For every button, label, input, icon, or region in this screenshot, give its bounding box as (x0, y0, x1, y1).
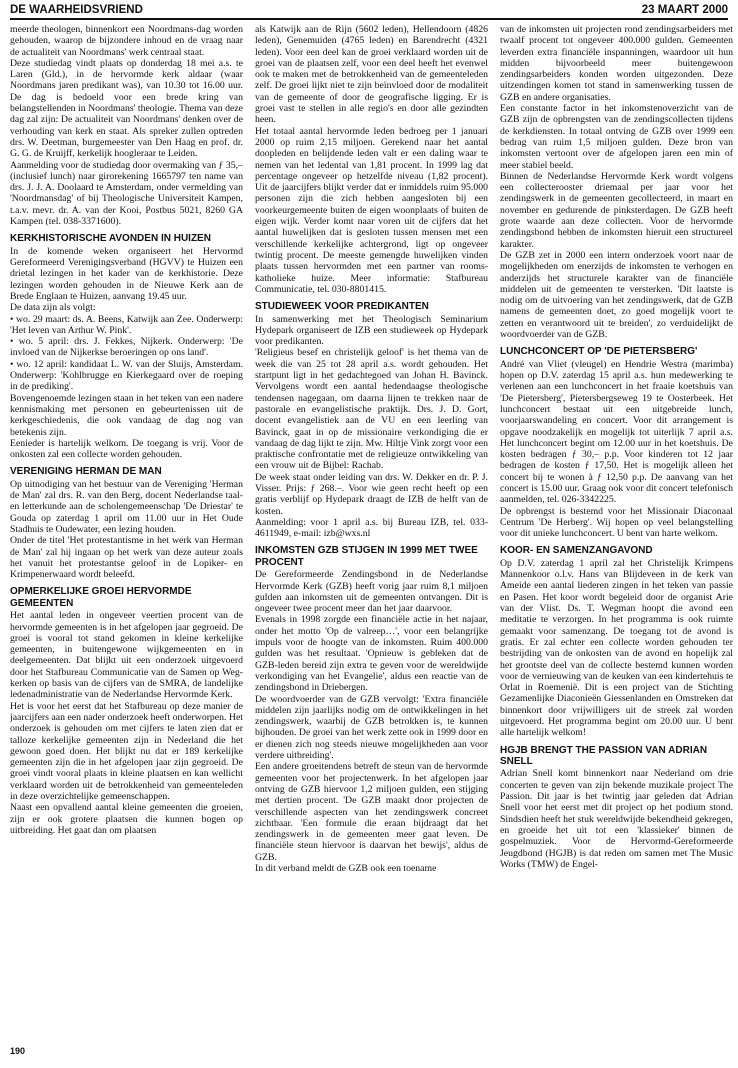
issue-date: 23 MAART 2000 (641, 4, 728, 16)
column-3 (500, 24, 733, 1050)
column-1 (10, 24, 243, 1050)
article-heading: HGJB BRENGT THE PASSION VAN ADRIAN SNELL (500, 744, 708, 768)
column-2 (255, 24, 488, 1050)
article-heading: KERKHISTORISCHE AVONDEN IN HUIZEN (10, 233, 211, 245)
paragraph: In de komende weken organiseert het Hervormd Gereformeerd Verenigingsverband (HGVV) te Huizen een drietal lezingen in het kader van de kerkhistorie. Deze lezingen worden gehouden in de Nieuwe Kerk aan de Brede Englaan te Huizen, aanvang 19.45 uur. (10, 245, 243, 302)
paragraph: De opbrengst is bestemd voor het Missionair Diaconaal Centrum 'De Herberg'. Wij hopen op veel belangstelling voor dit unieke lunchconcert. U bent van harte welkom. (500, 505, 733, 540)
paragraph: Het aantal leden in ongeveer veertien procent van de hervormde gemeenten is in het afgelopen jaar gegroeid. De groei is vooral tot stand gekomen in kleine kerkelijke gemeenten, in buitengewone wijkgemeenten en in deelgemeenten. Dat blijkt uit een onderzoek uitgevoerd door het Stafbureau Communicatie van de Samen op Weg-kerken op basis van de cijfers van de SMRA, de landelijke ledenadministratie van de Nederlandse Hervormde Kerk. (10, 610, 243, 701)
publication-title: DE WAARHEIDSVRIEND (10, 4, 143, 16)
paragraph: Een constante factor in het inkomstenoverzicht van de GZB zijn de opbrengsten van de zendingscollecten tijdens de kerkdiensten. In totaal ontving de GZB over 1999 een bedrag van ruim 1,5 miljoen gulden. Deze bron van inkomsten vertoont over de afgelopen jaren een min of meer stabiel beeld. (500, 103, 733, 171)
article-heading: VERENIGING HERMAN DE MAN (10, 466, 162, 478)
paragraph: De data zijn als volgt: (10, 302, 96, 314)
paragraph: Op uitnodiging van het bestuur van de Vereniging 'Herman de Man' zal drs. R. van den Berg, docent Nederlandse taal- en letterkunde aan de scholengemeenschap 'De Driestar' te Gouda op zaterdag 1 april om 11.00 uur in Het Oude Stadhuis te Oudewater, een lezing houden. (10, 478, 243, 535)
paragraph: Evenals in 1998 zorgde een financiële actie in het najaar, onder het motto 'Op de valreep…', voor een belangrijke impuls voor de hoogte van de inkomsten. Ruim 400.000 gulden was het resultaat. 'Opnieuw is gebleken dat de GZB-leden bereid zijn extra te geven voor de wereldwijde verkondiging van het Evangelie', aldus een reactie van de zendingsbond in Driebergen. (255, 614, 488, 694)
paragraph: Bovengenoemde lezingen staan in het teken van een nadere kennismaking met personen en gebeurtenissen uit de kerkgeschiedenis, die ook vandaag de dag nog van betekenis zijn. (10, 392, 243, 438)
paragraph: André van Vliet (vleugel) en Hendrie Westra (marimba) hopen op D.V. zaterdag 15 april a.s. hun medewerking te verlenen aan een lunchconcert in het fraaie koetshuis van 'De Pietersberg', Pietersbergseweg 19 te Oosterbeek. Het lunchconcert bestaat uit een uitgebreide lunch, voorjaarswandeling en concert. Voor dit arrangement is opgave noodzakelijk en mogelijk tot uiterlijk 7 april a.s. Het lunchconcert begint om 12.00 uur in het koetshuis. De kosten bedragen ƒ 30,– p.p. Voor kinderen tot 12 jaar bedragen de kosten ƒ 17,50. Het is mogelijk alleen het concert bij te wonen à ƒ 12,50 p.p. De aanvang van het concert is 15.00 uur. Graag ook voor dit concert telefonisch aanmelden, tel. 026-3342225. (500, 358, 733, 506)
article-heading: LUNCHCONCERT OP 'DE PIETERSBERG' (500, 346, 698, 358)
paragraph: Aanmelding voor de studiedag door overmaking van ƒ 35,– (inclusief lunch) naar girorekening 1665797 ten name van drs. J. J. A. Doolaard te Amsterdam, onder vermelding van 'Noordmansdag' of bij Theologische Universiteit Kampen, t.a.v. mevr. dr. A. van der Kooi, Postbus 5021, 8260 GA Kampen (tel. 038-3371600). (10, 159, 243, 228)
paragraph: Op D.V. zaterdag 1 april zal het Christelijk Krimpens Mannenkoor o.l.v. Hans van Blijdeveen in de kerk van Ameide een aantal liederen zingen in het teken van passie en Pasen. Het koor wordt begeleid door de organist Arie van der Vlist. Ds. T. Wegman hoopt die avond een meditatie te verzorgen. In het programma is ook ruimte gemaakt voor samenzang. De toegang tot de avond is gratis. Er zal echter een collecte worden gehouden ter bestrijding van de onkosten van de avond en hopelijk zal het grootste deel van de collecte bestemd kunnen worden voor de vernieuwing van de keuken van een kindertehuis te Orlat in Roemenië. Dit is een project van de Stichting Gezamenlijke Diaconieën Giessenlanden en Omstreken dat binnenkort door vrijwilligers uit de streek zal worden uitgevoerd. Het programma begint om 20.00 uur. U bent alle hartelijk welkom! (500, 557, 733, 739)
header-rule (10, 18, 728, 20)
paragraph: De Gereformeerde Zendingsbond in de Nederlandse Hervormde Kerk (GZB) heeft vorig jaar ruim 8,1 miljoen gulden aan inkomsten uit de gemeenten ontvangen. Dit is ongeveer twee procent meer dan het jaar daarvoor. (255, 569, 488, 615)
paragraph: 'Religieus besef en christelijk geloof' is het thema van de week die van 25 tot 28 april a.s. wordt gehouden. Het startpunt ligt in het gedachtegoed van Johan H. Bavinck. Vervolgens wordt een aantal hedendaagse theologische tendensen nagegaan, om daarna lijnen te trekken naar de pastorale en evangelistische praktijk. Drs. J. D. Gort, docent evangelistiek aan de VU en een leerling van Bavinck, gaat in op de missionaire verkondiging die er vandaag de dag lijkt te zijn. Mw. Hiltje Vink zorgt voor een praktische confrontatie met de religieuze ontwikkeling van een vrouw uit de Bijbel: Rachab. (255, 347, 488, 472)
paragraph: Binnen de Nederlandse Hervormde Kerk wordt volgens een collecterooster driemaal per jaar voor het zendingswerk in de gemeenten gecollecteerd, in maart en november en gedurende de pinksterdagen. De GZB heeft grote waarde aan deze collecten. Voor de hervormde zendingsbond hebben de inkomsten hieruit een structureel karakter. (500, 170, 733, 250)
article-heading: STUDIEWEEK VOOR PREDIKANTEN (255, 301, 429, 313)
paragraph: Adrian Snell komt binnenkort naar Nederland om drie concerten te geven van zijn bekende muzikale project The Passion. Dit jaar is het twintig jaar geleden dat Adrian Snell voor het eerst met dit project op het podium stond. Sindsdien heeft het stuk wereldwijde bekendheid gekregen, en groeide het uit tot een 'klassieker' binnen de gospelmuziek. Voor de Hervormd-Gereformeerde Jeugdbond (HGJB) is dat reden om samen met The Music Works (TMW) de Engel- (500, 768, 733, 870)
paragraph: Deze studiedag vindt plaats op donderdag 18 mei a.s. te Laren (Gld.), in de hervormde kerk aldaar (waar Noordmans jaren predikant was), van 10.30 tot 16.00 uur. De dag is bedoeld voor een brede kring van belangstellenden in Noordmans' theologie. Thema van deze dag zal zijn: De actualiteit van Noordmans' denken over de verhouding van kerk en staat. Als spreker zullen optreden drs. W. Deetman, burgemeester van Den Haag en prof. dr. G. G. de Kruijff, kerkelijk hoogleraar te Leiden. (10, 57, 243, 160)
article-heading: OPMERKELIJKE GROEI HERVORMDE GEMEENTEN (10, 586, 192, 609)
page-number: 190 (10, 1046, 26, 1056)
paragraph: Een andere groeitendens betreft de steun van de hervormde gemeenten voor het projectenwerk. In het afgelopen jaar ontving de GZB hiervoor 1,2 miljoen gulden, een stijging met dertien procent. 'De GZB maakt door projecten de verschillende aspecten van het zendingswerk concreet zichtbaar. 'Een formule die eraan bijdraagt dat het zendingswerk in de gemeenten meer gaat leven. De financiële steun hiervoor is daarvan het bewijs', aldus de GZB. (255, 761, 488, 863)
paragraph: Eenieder is hartelijk welkom. De toegang is vrij. Voor de onkosten zal een collecte worden gehouden. (10, 437, 243, 461)
paragraph: In dit verband meldt de GZB ook een toename (255, 863, 437, 874)
paragraph: De GZB zet in 2000 een intern onderzoek voort naar de mogelijkheden om enerzijds de inkomsten te verhogen en anderzijds het structurele karakter van de financiële middelen uit de gemeenten te versterken. 'Dit laatste is nodig om de uitvoering van het zendingswerk, dat de GZB namens de gemeenten doet, zo goed mogelijk voort te zetten en verantwoord uit te breiden', zo verduidelijkt de woordvoerder van de GZB. (500, 249, 733, 341)
paragraph: Onder de titel 'Het protestantisme in het werk van Herman de Man' zal hij ingaan op het werk van deze auteur zoals het vanuit het protestantse geloof in de Lopiker- en Krimpenerwaard wordt beleefd. (10, 535, 243, 581)
list-item: • wo. 5 april: drs. J. Fekkes, Nijkerk. Onderwerp: 'De invloed van de Nijkerkse beroeringen op ons land'. (10, 336, 243, 359)
paragraph: Naast een opvallend aantal kleine gemeenten die groeien, zijn er ook grotere plaatsen die kunnen bogen op uitbreiding. Het gaat dan om plaatsen (10, 802, 243, 836)
article-heading: KOOR- EN SAMENZANGAVOND (500, 545, 653, 557)
paragraph: In samenwerking met het Theologisch Seminarium Hydepark organiseert de IZB een studieweek op Hydepark voor predikanten. (255, 313, 488, 348)
paragraph: als Katwijk aan de Rijn (5602 leden), Hellendoorn (4826 leden), Genemuiden (4765 leden) en Barendrecht (4321 leden). Voor een deel kan de groei verklaard worden uit de groei van de plaatsen zelf, voor een deel heeft het evenwel ook te maken met de betrokkenheid van de gemeenteleden zelf. De groei lijkt niet te zijn beïnvloed door de modaliteit van de gemeente of door de geografische ligging. Er is groei vast te stellen in alle regio's en door alle gezindten heen. (255, 24, 488, 126)
paragraph: meerde theologen, binnenkort een Noordmans-dag worden gehouden, waarop de bijzondere inhoud en de vraag naar de actualiteit van Noordmans' werk centraal staat. (10, 24, 243, 58)
list-item: • wo. 29 maart: ds. A. Beens, Katwijk aan Zee. Onderwerp: 'Het leven van Arthur W. Pink'. (10, 313, 243, 336)
paragraph: De week staat onder leiding van drs. W. Dekker en dr. P. J. Visser. Prijs: ƒ 268.–. Voor wie geen recht heeft op een gratis verblijf op Hydepark draagt de IZB de helft van de kosten. (255, 471, 488, 517)
page-header (10, 2, 728, 18)
article-heading: INKOMSTEN GZB STIJGEN IN 1999 MET TWEE PROCENT (255, 545, 478, 568)
paragraph: Het is voor het eerst dat het Stafbureau op deze manier de jaarcijfers aan een nader onderzoek heeft onderworpen. Het onderzoek is gehouden om met cijfers te laten zien dat er talloze kerkelijke gemeenten zijn in Nederland die het gewoon goed doen. Het blijkt nu dat er 189 kerkelijke gemeenten zijn die in het afgelopen jaar zijn gegroeid. De groei vindt vooral plaats in kleine plaatsen en kan wellicht verklaard worden uit de betrokkenheid van gemeenteleden in deze overzichtelijke gemeenschappen. (10, 700, 243, 803)
list-item: • wo. 12 april: kandidaat L. W. van der Sluijs, Amsterdam. Onderwerp: 'Kohlbrugge en Kierkegaard over de roeping in de prediking'. (10, 358, 243, 393)
paragraph: De woordvoerder van de GZB vervolgt: 'Extra financiële middelen zijn jaarlijks nodig om de ontwikkelingen in het zendingswerk, waarbij de GZB betrokken is, te kunnen bijhouden. De groei van het werk zette ook in 1999 door en er dienen zich nog steeds nieuwe mogelijkheden aan voor verdere uitbreiding'. (255, 693, 488, 762)
paragraph: Aanmelding: voor 1 april a.s. bij Bureau IZB, tel. 033-4611949, e-mail: izb@wxs.nl (255, 516, 488, 540)
paragraph: van de inkomsten uit projecten rond zendingsarbeiders met twaalf procent tot ongeveer 400.000 gulden. Gemeenten leverden extra financiële inspanningen, waardoor uit hun midden bijvoorbeeld meer buitengewoon zendingsarbeiders konden worden uitgezonden. Deze uitzendingen komen tot stand in samenwerking tussen de GZB en andere organisaties. (500, 24, 733, 103)
paragraph: Het totaal aantal hervormde leden bedroeg per 1 januari 2000 op ruim 2,15 miljoen. Gerekend naar het aantal doopleden en belijdende leden valt er een daling waar te nemen van het ledental van 1,81 procent. In 1999 lag dat percentage ongeveer op hetzelfde niveau (1,82 procent). Uit de jaarcijfers blijkt verder dat er inmiddels ruim 95.000 personen zijn die zich hebben aangesloten bij een voorkeurgemeente buiten de eigen woonplaats of buiten de eigen wijk. Verder komt naar voren uit de cijfers dat het aantal huwelijken dat is gesloten tussen mensen met een verschillende kerkelijke achtergrond, ligt op ongeveer twintig procent. De meeste gemengde huwelijken vinden plaats tussen hervormden met een partner van rooms-katholieke huize. Meer informatie: Stafbureau Communicatie, tel. 030-8801415. (255, 125, 488, 295)
